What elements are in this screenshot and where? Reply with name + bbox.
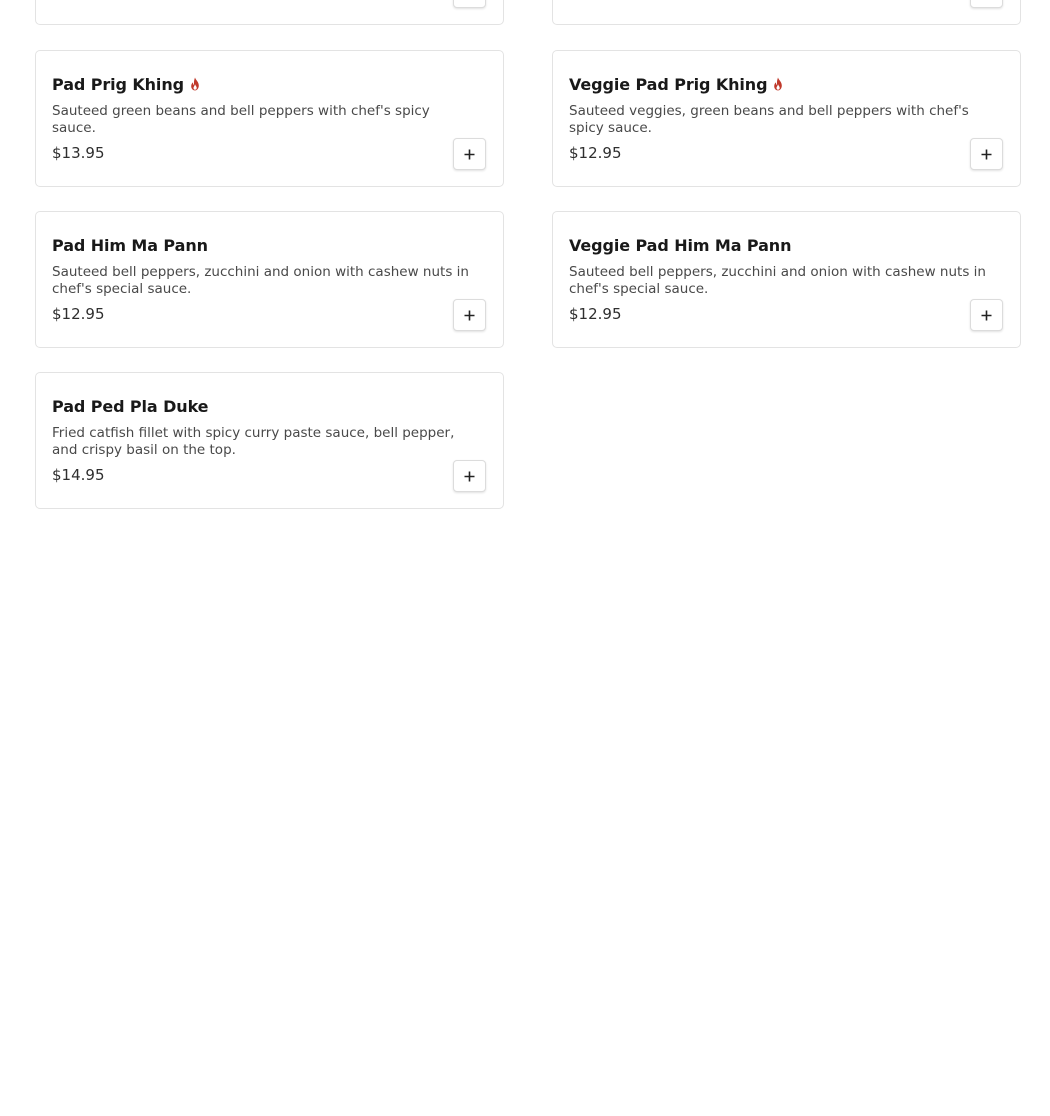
item-title — [569, 75, 784, 94]
item-title — [569, 236, 791, 255]
item-name: Veggie Pad Prig Khing — [569, 75, 768, 94]
item-title — [52, 75, 201, 94]
add-item-button[interactable] — [970, 299, 1003, 331]
menu-item-card[interactable] — [35, 50, 504, 187]
menu-item-card[interactable] — [35, 372, 504, 509]
plus-icon — [464, 310, 475, 321]
item-name: Veggie Pad Him Ma Pann — [569, 236, 792, 255]
menu-item-card[interactable] — [552, 50, 1021, 187]
add-item-button[interactable] — [970, 0, 1003, 8]
item-description: Sauteed veggies, green beans and bell peppers with chef's spicy sauce. — [569, 103, 969, 136]
item-description: Sauteed green beans and bell peppers with chef's spicy sauce. — [52, 103, 430, 136]
menu-item-card-partial[interactable] — [35, 0, 504, 25]
menu-item-card[interactable] — [35, 211, 504, 348]
menu-item-card-partial[interactable] — [552, 0, 1021, 25]
item-name: Pad Ped Pla Duke — [52, 397, 209, 416]
item-price: $12.95 — [52, 305, 105, 323]
item-title — [52, 397, 208, 416]
add-item-button[interactable] — [453, 460, 486, 492]
item-name: Pad Prig Khing — [52, 75, 184, 94]
add-item-button[interactable] — [453, 0, 486, 8]
plus-icon — [981, 310, 992, 321]
item-description: Fried catfish fillet with spicy curry paste sauce, bell pepper, and crispy basil on the top. — [52, 425, 455, 458]
item-price: $12.95 — [569, 144, 622, 162]
item-description: Sauteed bell peppers, zucchini and onion with cashew nuts in chef's special sauce. — [52, 264, 469, 297]
flame-icon — [772, 77, 784, 91]
item-price: $13.95 — [52, 144, 105, 162]
item-price: $12.95 — [569, 305, 622, 323]
item-title — [52, 236, 208, 255]
menu-item-card[interactable] — [552, 211, 1021, 348]
item-name: Pad Him Ma Pann — [52, 236, 208, 255]
plus-icon — [464, 471, 475, 482]
plus-icon — [981, 149, 992, 160]
plus-icon — [464, 149, 475, 160]
item-description: Sauteed bell peppers, zucchini and onion with cashew nuts in chef's special sauce. — [569, 264, 986, 297]
add-item-button[interactable] — [453, 299, 486, 331]
flame-icon — [189, 77, 201, 91]
item-price: $14.95 — [52, 466, 105, 484]
add-item-button[interactable] — [970, 138, 1003, 170]
add-item-button[interactable] — [453, 138, 486, 170]
